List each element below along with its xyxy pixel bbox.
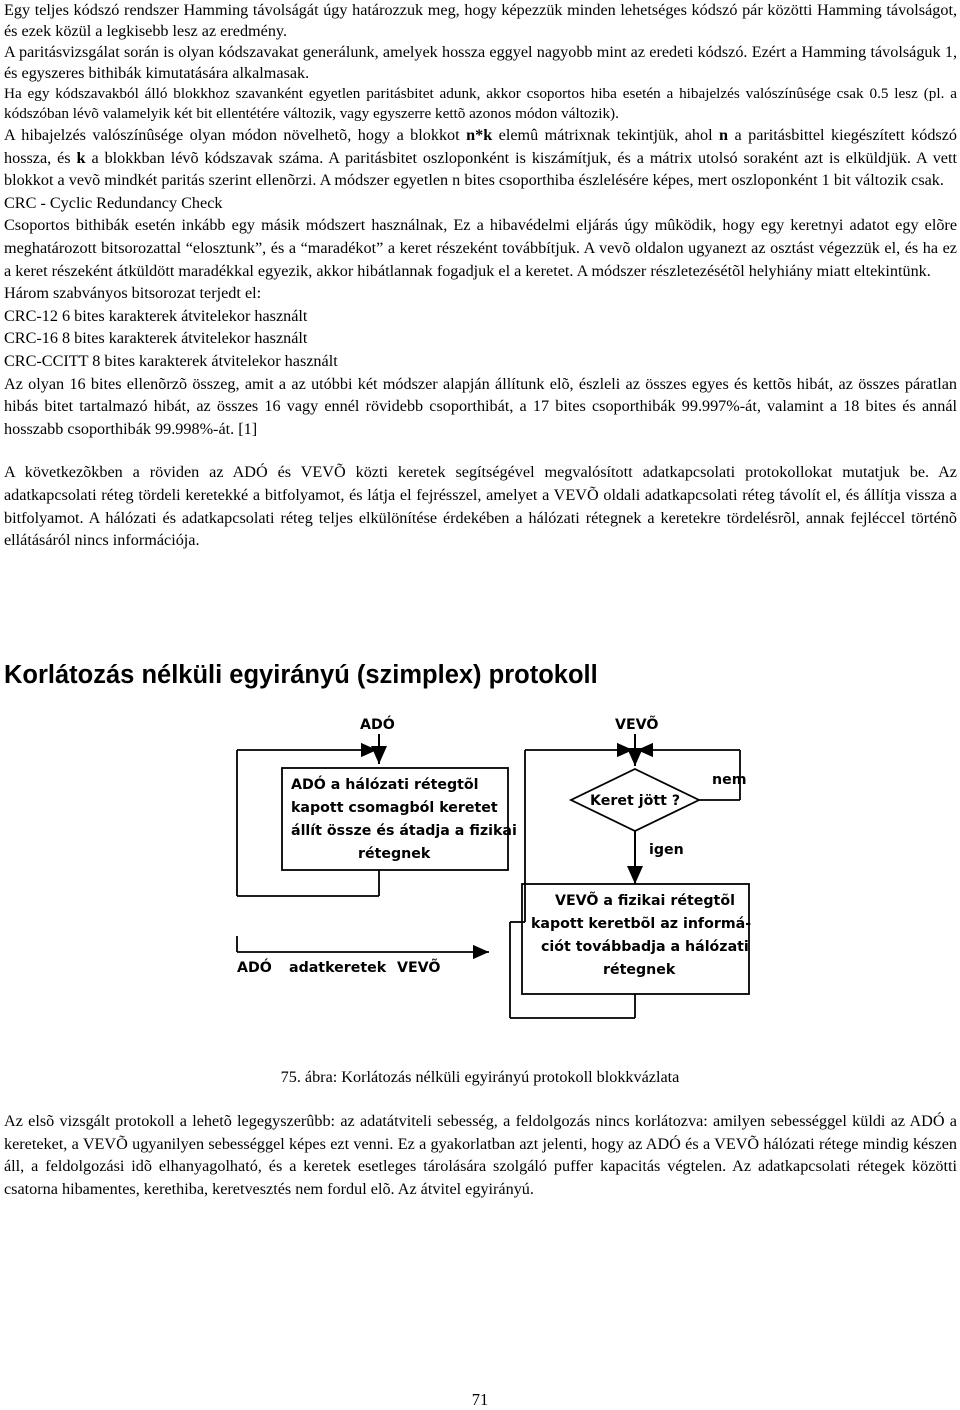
section-heading: Korlátozás nélküli egyirányú (szimplex) protokoll — [4, 661, 598, 689]
list-item-crc-ccitt: CRC-CCITT 8 bites karakterek átvitelekor használt — [4, 351, 338, 370]
text-span: a paritásbittel kiegészített kódszó hossza, és — [4, 126, 957, 167]
sender-box-line: rétegnek — [358, 846, 431, 862]
no-label: nem — [712, 772, 747, 788]
text-block-top — [4, 0, 957, 552]
frames-label-sender: ADÓ — [237, 960, 272, 976]
paragraph-crc-description: Csoportos bithibák esetén inkább egy másik módszert használnak, Ez a hibavédelmi eljárás úgy mûködik, hogy egy keretnyi adatot egy elõre meghatározott bitsorozattal “elosztunk”, és a “maradékot” a keret részeként továbbítjuk. A vevõ oldalon ugyanezt az osztást végezzük el, és ha ez a keret részeként átküldött maradékkal egyezik, akkor hibátlannak fogadjuk el a keretet. A módszer részletezésétõl helyhiány miatt eltekintünk. — [4, 216, 957, 280]
bold-term: k — [76, 148, 86, 167]
list-item-crc12: CRC-12 6 bites karakterek átvitelekor használt — [4, 306, 308, 325]
sender-box-line: ADÓ a hálózati rétegtõl — [291, 777, 479, 793]
paragraph-crc-title: CRC - Cyclic Redundancy Check — [4, 193, 223, 212]
receiver-box-line: rétegnek — [603, 962, 676, 978]
bold-term: n — [719, 126, 729, 144]
bold-term: n*k — [466, 126, 493, 144]
text-span: a blokkban lévõ kódszavak száma. A paritásbitet oszloponként is kiszámítjuk, és a mátrix utolsó soraként azt is elküldjük. A vett blokkot a vevõ mindkét paritás szerint ellenõrzi. A módszer egyetlen n bites csoporthiba észlelésére képes, mert oszloponként 1 bit változik csak. — [4, 148, 957, 190]
paragraph-protocols-intro: A következõkben a röviden az ADÓ és VEVÕ közti keretek segítségével megvalósított adatkapcsolati protokollokat mutatjuk be. Az adatkapcsolati réteg tördeli keretekké a bitfolyamot, és látja el fejrésszel, amelyet a VEVÕ oldali adatkapcsolati réteg távolít el, és állítja vissza a bitfolyamot. A hálózati és adatkapcsolati réteg teljes elkülönítése érdekében a hálózati rétegnek a keretekre tördelésrõl, annak fejléccel történõ ellátásáról nincs információja. — [4, 463, 957, 550]
paragraph-simplex-protocol: Az elsõ vizsgált protokoll a lehetõ legegyszerûbb: az adatátviteli sebesség, a feldolgozás nincs korlátozva: amilyen sebességgel küldi az ADÓ a kereteket, a VEVÕ ugyanilyen sebességgel képes ezt venni. Ez a gyakorlatban azt jelenti, hogy az ADÓ és a VEVÕ hálózati rétege mindig készen áll, a feldolgozási idõ elhanyagolható, és a keretek esetleges tárolására szolgáló puffer kapacitás végtelen. Az adatkapcsolati rétegek közötti csatorna hibamentes, kerethiba, keretvesztés nem fordul elõ. Az átvitel egyirányú. — [4, 1112, 957, 1198]
paragraph-matrix-parity — [4, 124, 957, 192]
receiver-title: VEVÕ — [615, 717, 659, 733]
sender-box-line: állít össze és átadja a fizikai — [291, 823, 517, 839]
receiver-box-line: ciót továbbadja a hálózati — [541, 939, 749, 955]
figure-caption: 75. ábra: Korlátozás nélküli egyirányú protokoll blokkvázlata — [280, 1068, 680, 1086]
receiver-box-line: kapott keretbõl az informá- — [531, 916, 752, 932]
frames-label-data: adatkeretek — [289, 960, 387, 976]
paragraph-hamming-distance: Egy teljes kódszó rendszer Hamming távolságát úgy határozzuk meg, hogy képezzük minden lehetséges kódszó pár közötti Hamming távolságot, és ezek közül a legkisebb lesz az eredmény. — [4, 1, 957, 40]
yes-label: igen — [649, 842, 684, 858]
paragraph-parity-check: A paritásvizsgálat során is olyan kódszavakat generálunk, amelyek hossza eggyel nagyobb mint az eredeti kódszó. Ezért a Hamming távolságuk 1, és egyszeres bithibák kimutatására alkalmasak. — [4, 43, 957, 82]
list-item-crc16: CRC-16 8 bites karakterek átvitelekor használt — [4, 329, 308, 348]
paragraph-checksum-coverage: Az olyan 16 bites ellenõrzõ összeg, amit a az utóbbi két módszer alapján állítunk elõ, észleli az összes egyes és kettõs hibát, az összes páratlan hibás bitet tartalmazó hibát, az összes 16 vagy ennél rövidebb csoporthibát, a 17 bites csoporthibák 99.997%-át, valamint a 18 bites és annál hosszabb csoporthibák 99.998%-át. [1] — [4, 374, 957, 438]
sender-box-line: kapott csomagból keretet — [291, 800, 498, 816]
frames-label-receiver: VEVÕ — [397, 960, 441, 976]
paragraph-block-parity: Ha egy kódszavakból álló blokkhoz szavanként egyetlen paritásbitet adunk, akkor csoportos hiba esetén a hibajelzés valószínûsége csak 0.5 lesz (pl. a kódszóban lévõ valamelyik két bit ellentétére változik, vagy egyszerre kettõ azonos módon változik). — [4, 85, 957, 122]
paragraph-standards-intro: Három szabványos bitsorozat terjedt el: — [4, 284, 262, 303]
text-block-bottom — [4, 1110, 957, 1200]
text-span: elemû mátrixnak tekintjük, ahol — [492, 126, 720, 144]
decision-label: Keret jött ? — [590, 793, 681, 809]
page-number: 71 — [471, 1390, 489, 1409]
receiver-box-line: VEVÕ a fizikai rétegtõl — [555, 893, 735, 909]
sender-title: ADÓ — [360, 717, 395, 733]
text-span: A hibajelzés valószínûsége olyan módon növelhetõ, hogy a blokkot — [4, 126, 467, 144]
protocol-block-diagram — [215, 712, 775, 1042]
